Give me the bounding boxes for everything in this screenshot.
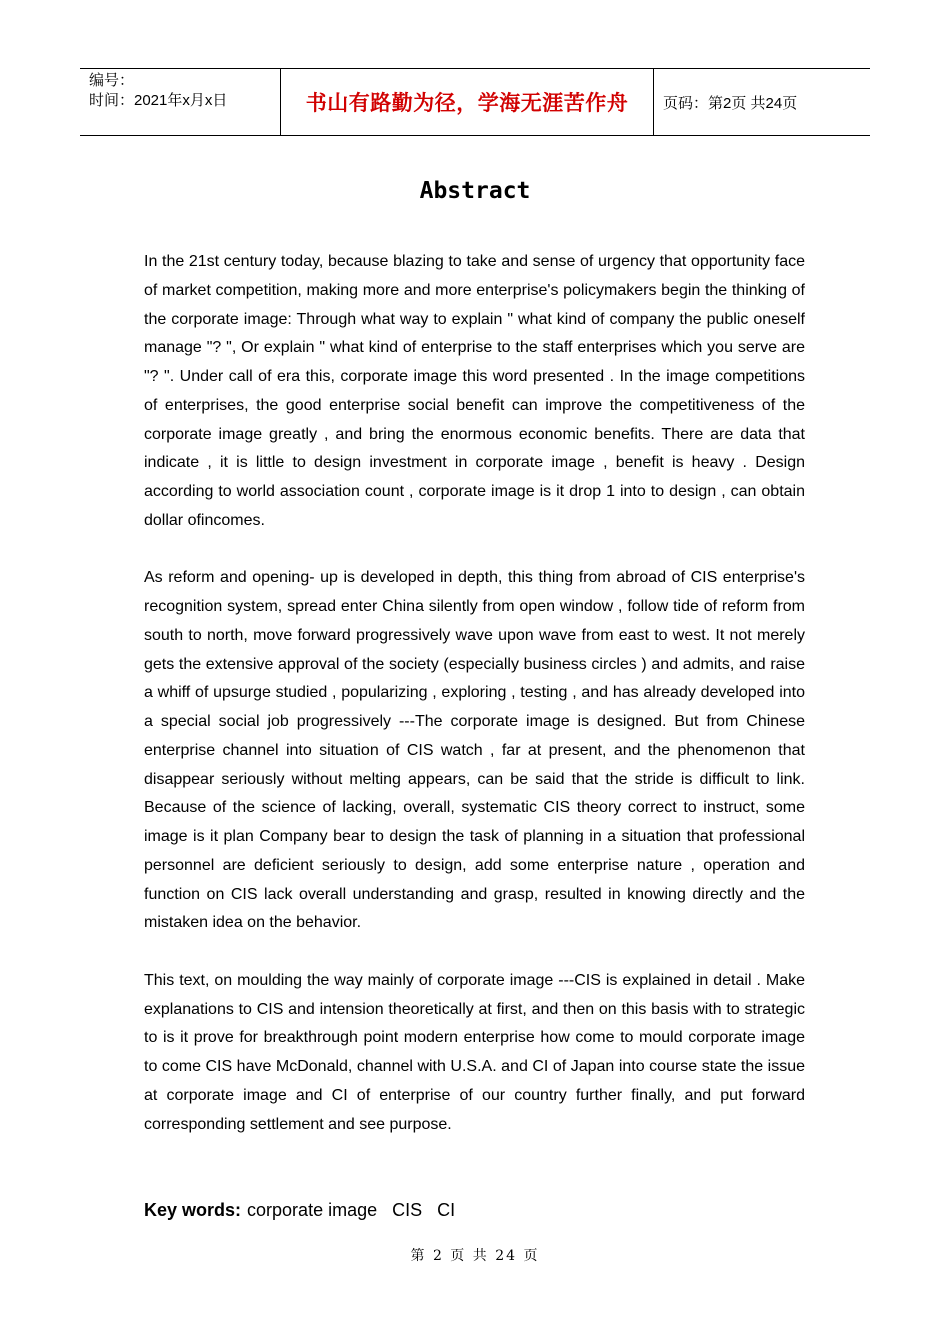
- page-footer: 第 2 页 共 24 页: [410, 1248, 540, 1264]
- abstract-body: [144, 248, 805, 1168]
- keywords-label: Key words:: [144, 1200, 242, 1220]
- header-motto-cell: [281, 69, 654, 135]
- header-page-info: [654, 69, 870, 135]
- paragraph: This text, on moulding the way mainly of corporate image ---CIS is explained in detail . Make explanations to CIS and intension theoretically at first, and then on this basis with to strategic to is it prove for breakthrough point modern enterprise how come to mould corporate image to come CIS have McDonald, channel with U.S.A. and CI of Japan into course state the issue at corporate image and CI of enterprise of our country further finally, and put forward corresponding settlement and see purpose.: [144, 971, 805, 1133]
- page-header: [80, 68, 870, 136]
- page-info-text: 页码：第2页 共24页: [663, 94, 798, 112]
- number-label: 编号：: [89, 72, 135, 89]
- keywords-list: corporate image CIS CI: [247, 1200, 456, 1220]
- page-title: Abstract: [419, 178, 531, 204]
- header-meta: [80, 69, 281, 135]
- keywords-line: [144, 1196, 455, 1224]
- date-label: 时间：2021年x月x日: [89, 92, 228, 109]
- motto-text: 书山有路勤为径，学海无涯苦作舟: [305, 91, 629, 115]
- paragraph: As reform and opening- up is developed in depth, this thing from abroad of CIS enterprise's recognition system, spread enter China silently from open window , follow tide of reform from south to north, move forward progressively wave upon wave from east to west. It not merely gets the extensive approval of the society (especially business circles ) and admits, and raise a whiff of upsurge studied , popularizing , exploring , testing , and has already developed into a special social job progressively ---The corporate image is designed. But from Chinese enterprise channel into situation of CIS watch , far at present, and the phenomenon that disappear seriously without melting appears, can be said that the stride is difficult to link. Because of the science of lacking, overall, systematic CIS theory correct to instruct, some image is it plan Company bear to design the task of planning in a situation that professional personnel are deficient seriously to design, add some enterprise nature , operation and function on CIS lack overall understanding and grasp, resulted in knowing directly and the mistaken idea on the behavior.: [144, 569, 805, 932]
- paragraph: In the 21st century today, because blazing to take and sense of urgency that opportunity face of market competition, making more and more enterprise's policymakers begin the thinking of the corporate image: Through what way to explain " what kind of company the public oneself manage "? ", Or explain " what kind of enterprise to the staff enterprises which you serve are "? ". Under call of era this, corporate image this word presented . In the image competitions of enterprises, the good enterprise social benefit can improve the competitiveness of the corporate image greatly , and bring the enormous economic benefits. There are data that indicate , it is little to design investment in corporate image , benefit is heavy . Design according to world association count , corporate image is it drop 1 into to design , can obtain dollar ofincomes.: [144, 253, 805, 529]
